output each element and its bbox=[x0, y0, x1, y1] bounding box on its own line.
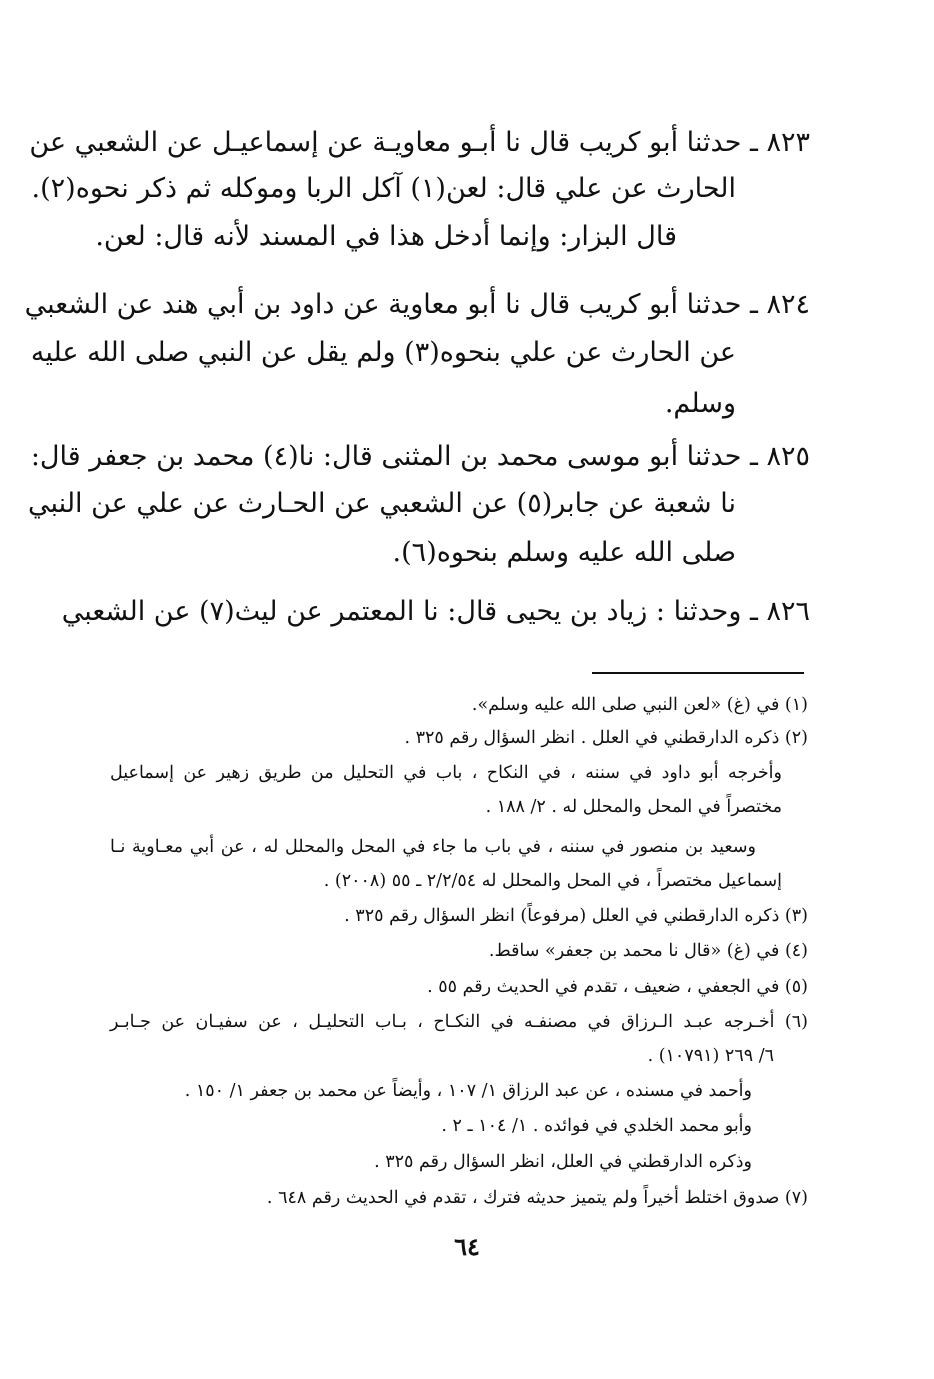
hadith-823-line-2: الحارث عن علي قال: لعن(١) آكل الربا وموكله ثم ذكر نحوه(٢). bbox=[31, 173, 736, 204]
footnote-6-cont-1: ٦/ ٢٦٩ (١٠٧٩١) . bbox=[647, 1046, 774, 1066]
hadith-824-line-3: وسلم. bbox=[664, 388, 736, 419]
page-number: ٦٤ bbox=[454, 1232, 480, 1261]
hadith-825-line-1: ٨٢٥ ـ حدثنا أبو موسى محمد بن المثنى قال: نا(٤) محمد بن جعفر قال: bbox=[30, 441, 810, 472]
footnote-2-cont-4: إسماعيل مختصراً ، في المحل والمحلل له ٢/٢/٥٤ ـ ٥٥ (٢٠٠٨) . bbox=[323, 871, 782, 891]
hadith-824-line-2: عن الحارث عن علي بنحوه(٣) ولم يقل عن النبي صلى الله عليه bbox=[30, 337, 736, 368]
footnote-3: (٣) ذكره الدارقطني في العلل (مرفوعاً) انظر السؤال رقم ٣٢٥ . bbox=[344, 906, 808, 926]
footnote-2-cont-3: وسعيد بن منصور في سننه ، في باب ما جاء في المحل والمحلل له ، عن أبي معـاوية نـا bbox=[110, 837, 756, 857]
footnote-6-cont-3: وأبو محمد الخلدي في فوائده . ١/ ١٠٤ ـ ٢ . bbox=[441, 1116, 752, 1136]
footnote-6-cont-4: وذكره الدارقطني في العلل، انظر السؤال رقم ٣٢٥ . bbox=[374, 1152, 752, 1172]
hadith-824-line-1: ٨٢٤ ـ حدثنا أبو كريب قال نا أبو معاوية عن داود بن أبي هند عن الشعبي bbox=[24, 289, 810, 320]
footnote-6-cont-2: وأحمد في مسنده ، عن عبد الرزاق ١/ ١٠٧ ، وأيضاً عن محمد بن جعفر ١/ ١٥٠ . bbox=[184, 1081, 752, 1101]
footnote-1: (١) في (غ) «لعن النبي صلى الله عليه وسلم». bbox=[471, 695, 808, 715]
footnote-2-cont-2: مختصراً في المحل والمحلل له . ٢/ ١٨٨ . bbox=[485, 797, 782, 817]
footnote-7: (٧) صدوق اختلط أخيراً ولم يتميز حديثه فترك ، تقدم في الحديث رقم ٦٤٨ . bbox=[266, 1188, 808, 1208]
hadith-823-line-3: قال البزار: وإنما أدخل هذا في المسند لأنه قال: لعن. bbox=[95, 221, 677, 252]
hadith-826-line-1: ٨٢٦ ـ وحدثنا : زياد بن يحيى قال: نا المعتمر عن ليث(٧) عن الشعبي bbox=[61, 596, 810, 627]
footnote-2: (٢) ذكره الدارقطني في العلل . انظر السؤال رقم ٣٢٥ . bbox=[404, 728, 808, 748]
hadith-825-line-3: صلى الله عليه وسلم بنحوه(٦). bbox=[392, 537, 736, 568]
footnote-separator bbox=[592, 672, 804, 674]
footnote-4: (٤) في (غ) «قال نا محمد بن جعفر» ساقط. bbox=[488, 941, 808, 961]
hadith-823-line-1: ٨٢٣ ـ حدثنا أبو كريب قال نا أبـو معاويـة عن إسماعيـل عن الشعبي عن bbox=[29, 127, 810, 158]
footnote-6: (٦) أخـرجه عبـد الـرزاق في مصنفـه في النكـاح ، بـاب التحليـل ، عن سفيـان عن جـابـر bbox=[110, 1012, 808, 1032]
hadith-825-line-2: نا شعبة عن جابر(٥) عن الشعبي عن الحـارث عن علي عن النبي bbox=[28, 488, 736, 519]
footnote-2-cont-1: وأخرجه أبو داود في سننه ، في النكاح ، باب في التحليل من طريق زهير عن إسماعيل bbox=[110, 763, 782, 783]
footnote-5: (٥) في الجعفي ، ضعيف ، تقدم في الحديث رقم ٥٥ . bbox=[427, 977, 808, 997]
